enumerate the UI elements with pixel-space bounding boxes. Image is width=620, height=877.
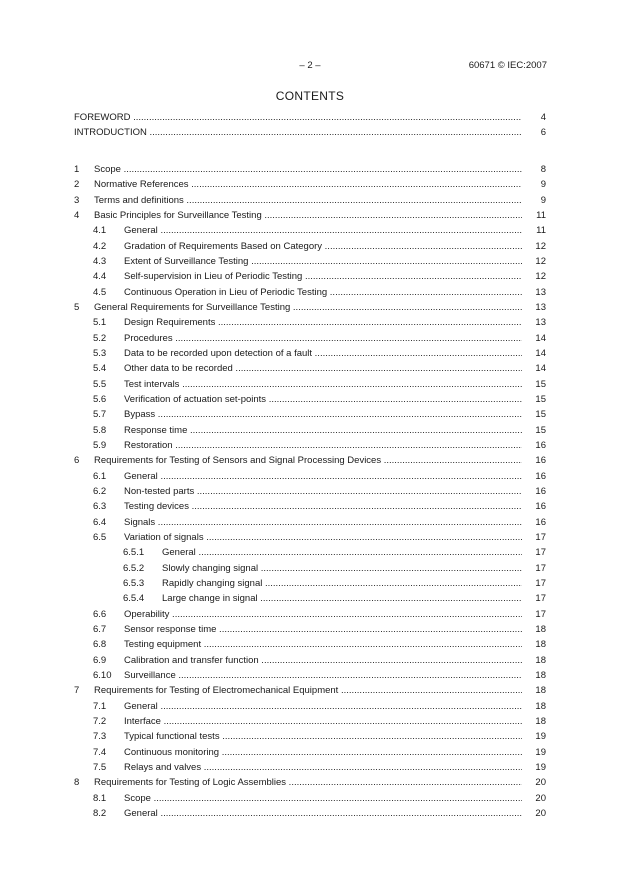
toc-entry[interactable]	[74, 469, 546, 484]
toc-entry[interactable]	[74, 484, 546, 499]
toc-entry-title: Scope .....	[94, 162, 522, 177]
toc-entry-title: General Requirements for Surveillance Testing .....	[94, 300, 522, 315]
toc-entry-number: 7	[74, 685, 80, 697]
toc-entry-title: Gradation of Requirements Based on Category .....	[124, 239, 522, 254]
toc-entry-number: 6.9	[93, 654, 107, 666]
toc-entry-number: 6.5.3	[123, 578, 145, 589]
toc-entry-title: Requirements for Testing of Sensors and Signal Processing Devices .....	[94, 453, 522, 468]
toc-entry-page: 9	[522, 193, 546, 208]
toc-entry-page: 12	[522, 269, 546, 284]
toc-entry-title: Other data to be recorded .....	[124, 361, 522, 376]
toc-entry[interactable]	[74, 775, 546, 790]
toc-entry-page: 16	[522, 438, 546, 453]
toc-entry-title: Sensor response time .....	[124, 622, 522, 637]
toc-entry-title: Large change in signal .....	[162, 591, 522, 606]
toc-entry-number: 3	[74, 194, 80, 206]
toc-entry[interactable]	[74, 331, 546, 346]
toc-entry-number: 6.3	[93, 501, 107, 513]
toc-entry-number: 6.5.2	[123, 562, 145, 574]
toc-entry-number: 4	[74, 210, 80, 221]
toc-entry[interactable]	[74, 346, 546, 361]
toc-entry-page: 8	[522, 162, 546, 177]
toc-entry-title: Relays and valves .....	[124, 760, 522, 775]
toc-entry-number: 6.4	[93, 516, 107, 528]
toc-entry[interactable]	[74, 576, 546, 591]
toc-entry-number: 5.7	[93, 409, 107, 421]
toc-entry-number: 5.5	[93, 378, 107, 390]
toc-entry-page: 17	[522, 607, 546, 622]
toc-entry-page: 12	[522, 239, 546, 254]
toc-entry-title: Self-supervision in Lieu of Periodic Testing .....	[124, 269, 522, 284]
toc-entry-title: Verification of actuation set-points .....	[124, 392, 522, 407]
toc-entry-page: 18	[522, 668, 546, 683]
toc-entry-title: Testing equipment .....	[124, 637, 522, 652]
toc-entry-page: 18	[522, 637, 546, 652]
toc-entry-number: 2	[74, 179, 80, 191]
toc-entry-number: 5.1	[93, 317, 107, 329]
toc-entry[interactable]	[74, 392, 546, 407]
toc-entry-number: 5.2	[93, 332, 107, 344]
toc-entry-title: Continuous monitoring .....	[124, 745, 522, 760]
toc-entry[interactable]	[74, 453, 546, 468]
toc-entry-title: Variation of signals .....	[124, 530, 522, 545]
toc-entry-number: 6.5.1	[123, 547, 145, 559]
toc-entry-title: Scope .....	[124, 791, 522, 806]
toc-entry-title: Calibration and transfer function .....	[124, 653, 522, 668]
toc-entry-number: 7.5	[93, 762, 107, 773]
toc-entry-title: Extent of Surveillance Testing .....	[124, 254, 522, 269]
toc-entry-page: 15	[522, 377, 546, 392]
toc-entry[interactable]	[74, 361, 546, 376]
toc-entry[interactable]	[74, 315, 546, 330]
toc-entry[interactable]	[74, 591, 546, 606]
toc-entry-page: 16	[522, 484, 546, 499]
toc-entry-page: 11	[522, 208, 546, 223]
toc-entry[interactable]	[74, 653, 546, 668]
toc-entry-page: 18	[522, 683, 546, 698]
toc-entry-title: FOREWORD .....	[74, 110, 522, 125]
toc-entry-title: Rapidly changing signal .....	[162, 576, 522, 591]
toc-entry[interactable]	[74, 125, 546, 140]
toc-entry[interactable]	[74, 438, 546, 453]
toc-entry-page: 15	[522, 407, 546, 422]
toc-entry-page: 17	[522, 530, 546, 545]
toc-entry-title: Design Requirements .....	[124, 315, 522, 330]
toc-entry-title: Test intervals .....	[124, 377, 522, 392]
toc-entry-number: 8.2	[93, 808, 107, 819]
toc-entry-page: 18	[522, 653, 546, 668]
toc-entry-number: 8	[74, 777, 80, 789]
toc-entry-page: 19	[522, 760, 546, 775]
toc-entry-page: 20	[522, 775, 546, 790]
toc-entry-number: 5	[74, 302, 80, 313]
toc-entry-title: Operability .....	[124, 607, 522, 622]
toc-entry-title: Requirements for Testing of Electromechanical Equipment .....	[94, 683, 522, 698]
toc-entry-number: 6.5	[93, 532, 107, 543]
toc-entry-title: Slowly changing signal .....	[162, 561, 522, 576]
toc-entry[interactable]	[74, 668, 546, 683]
toc-entry[interactable]	[74, 515, 546, 530]
toc-entry[interactable]	[74, 223, 546, 238]
toc-entry-title: General .....	[162, 545, 522, 560]
toc-entry-number: 4.5	[93, 286, 107, 298]
toc-entry-page: 18	[522, 622, 546, 637]
toc-entry[interactable]	[74, 423, 546, 438]
toc-entry-number: 6.7	[93, 624, 107, 635]
toc-entry[interactable]	[74, 607, 546, 622]
toc-entry-title: Typical functional tests .....	[124, 729, 522, 744]
toc-entry-page: 9	[522, 177, 546, 192]
toc-entry-number: 4.1	[93, 225, 107, 237]
toc-entry-number: 6.10	[93, 670, 112, 681]
toc-entry-page: 17	[522, 545, 546, 560]
toc-entry-number: 4.2	[93, 240, 107, 252]
toc-entry-number: 7.1	[93, 700, 107, 712]
toc-entry[interactable]	[74, 208, 546, 223]
toc-entry-page: 13	[522, 300, 546, 315]
toc-entry[interactable]	[74, 791, 546, 806]
toc-entry-number: 6.1	[93, 470, 107, 482]
toc-entry-page: 15	[522, 392, 546, 407]
toc-entry-page: 19	[522, 729, 546, 744]
toc-entry-title: General .....	[124, 699, 522, 714]
toc-entry-title: Signals .....	[124, 515, 522, 530]
toc-entry-page: 6	[522, 125, 546, 140]
toc-entry-title: Requirements for Testing of Logic Assemblies .....	[94, 775, 522, 790]
toc-entry-page: 14	[522, 346, 546, 361]
toc-entry[interactable]	[74, 300, 546, 315]
toc-entry-page: 14	[522, 361, 546, 376]
toc-entry[interactable]	[74, 806, 546, 821]
toc-entry[interactable]	[74, 699, 546, 714]
toc-entry[interactable]	[74, 760, 546, 775]
toc-entry[interactable]	[74, 729, 546, 744]
toc-entry-page: 20	[522, 791, 546, 806]
toc-entry-number: 6.6	[93, 608, 107, 620]
toc-entry-page: 16	[522, 499, 546, 514]
toc-entry[interactable]	[74, 162, 546, 177]
toc-entry-number: 5.4	[93, 363, 107, 375]
toc-entry-page: 4	[522, 110, 546, 125]
toc-entry-number: 7.2	[93, 716, 107, 727]
standard-reference-header: 60671 © IEC:2007	[468, 60, 547, 71]
toc-entry[interactable]	[74, 177, 546, 192]
toc-entry-title: INTRODUCTION .....	[74, 125, 522, 140]
toc-entry-page: 17	[522, 576, 546, 591]
toc-entry-number: 8.1	[93, 792, 107, 804]
toc-entry[interactable]	[74, 285, 546, 300]
toc-entry-page: 18	[522, 714, 546, 729]
toc-entry[interactable]	[74, 377, 546, 392]
toc-entry-page: 15	[522, 423, 546, 438]
toc-entry[interactable]	[74, 239, 546, 254]
page-title: CONTENTS	[275, 89, 345, 103]
toc-entry-title: Surveillance .....	[124, 668, 522, 683]
toc-entry[interactable]	[74, 254, 546, 269]
toc-entry-title: General .....	[124, 469, 522, 484]
toc-entry[interactable]	[74, 193, 546, 208]
toc-entry-page: 13	[522, 315, 546, 330]
toc-entry-title: Response time .....	[124, 423, 522, 438]
toc-entry-title: General .....	[124, 223, 522, 238]
toc-entry-page: 14	[522, 331, 546, 346]
toc-entry-page: 12	[522, 254, 546, 269]
toc-entry-title: Data to be recorded upon detection of a fault .....	[124, 346, 522, 361]
page-number-header: – 2 –	[299, 60, 321, 71]
toc-entry[interactable]	[74, 745, 546, 760]
toc-entry[interactable]	[74, 110, 546, 125]
toc-entry-title: Bypass .....	[124, 407, 522, 422]
toc-entry-number: 7.3	[93, 731, 107, 743]
toc-entry-number: 4.3	[93, 256, 107, 267]
toc-entry-number: 6.2	[93, 486, 107, 497]
toc-entry-title: Normative References .....	[94, 177, 522, 192]
toc-entry-page: 11	[522, 223, 546, 238]
toc-entry-page: 18	[522, 699, 546, 714]
toc-entry-page: 17	[522, 561, 546, 576]
toc-entry[interactable]	[74, 622, 546, 637]
toc-entry[interactable]	[74, 530, 546, 545]
toc-entry-page: 20	[522, 806, 546, 821]
toc-entry-title: Terms and definitions .....	[94, 193, 522, 208]
toc-entry-number: 6.5.4	[123, 593, 145, 605]
toc-entry-title: Procedures .....	[124, 331, 522, 346]
toc-entry-number: 5.3	[93, 348, 107, 359]
toc-entry-page: 17	[522, 591, 546, 606]
toc-entry[interactable]	[74, 269, 546, 284]
toc-entry-number: 5.8	[93, 424, 107, 436]
toc-entry-title: Interface .....	[124, 714, 522, 729]
toc-entry[interactable]	[74, 637, 546, 652]
toc-entry-title: General .....	[124, 806, 522, 821]
toc-entry-number: 4.4	[93, 271, 107, 283]
toc-entry[interactable]	[74, 545, 546, 560]
toc-entry-number: 5.6	[93, 394, 107, 405]
toc-entry-title: Non-tested parts .....	[124, 484, 522, 499]
toc-entry-title: Testing devices .....	[124, 499, 522, 514]
toc-entry[interactable]	[74, 714, 546, 729]
toc-entry-title: Continuous Operation in Lieu of Periodic Testing .....	[124, 285, 522, 300]
toc-entry-page: 16	[522, 515, 546, 530]
toc-entry-page: 16	[522, 469, 546, 484]
toc-entry[interactable]	[74, 499, 546, 514]
toc-entry-title: Restoration .....	[124, 438, 522, 453]
toc-entry-title: Basic Principles for Surveillance Testing .....	[94, 208, 522, 223]
toc-entry-number: 6	[74, 455, 80, 467]
toc-entry[interactable]	[74, 407, 546, 422]
toc-entry-page: 16	[522, 453, 546, 468]
toc-entry-number: 7.4	[93, 746, 107, 758]
toc-entry-page: 13	[522, 285, 546, 300]
toc-entry[interactable]	[74, 683, 546, 698]
toc-entry-number: 5.9	[93, 440, 107, 451]
toc-entry-number: 6.8	[93, 639, 107, 651]
toc-entry-page: 19	[522, 745, 546, 760]
toc-entry[interactable]	[74, 561, 546, 576]
toc-entry-number: 1	[74, 164, 80, 175]
